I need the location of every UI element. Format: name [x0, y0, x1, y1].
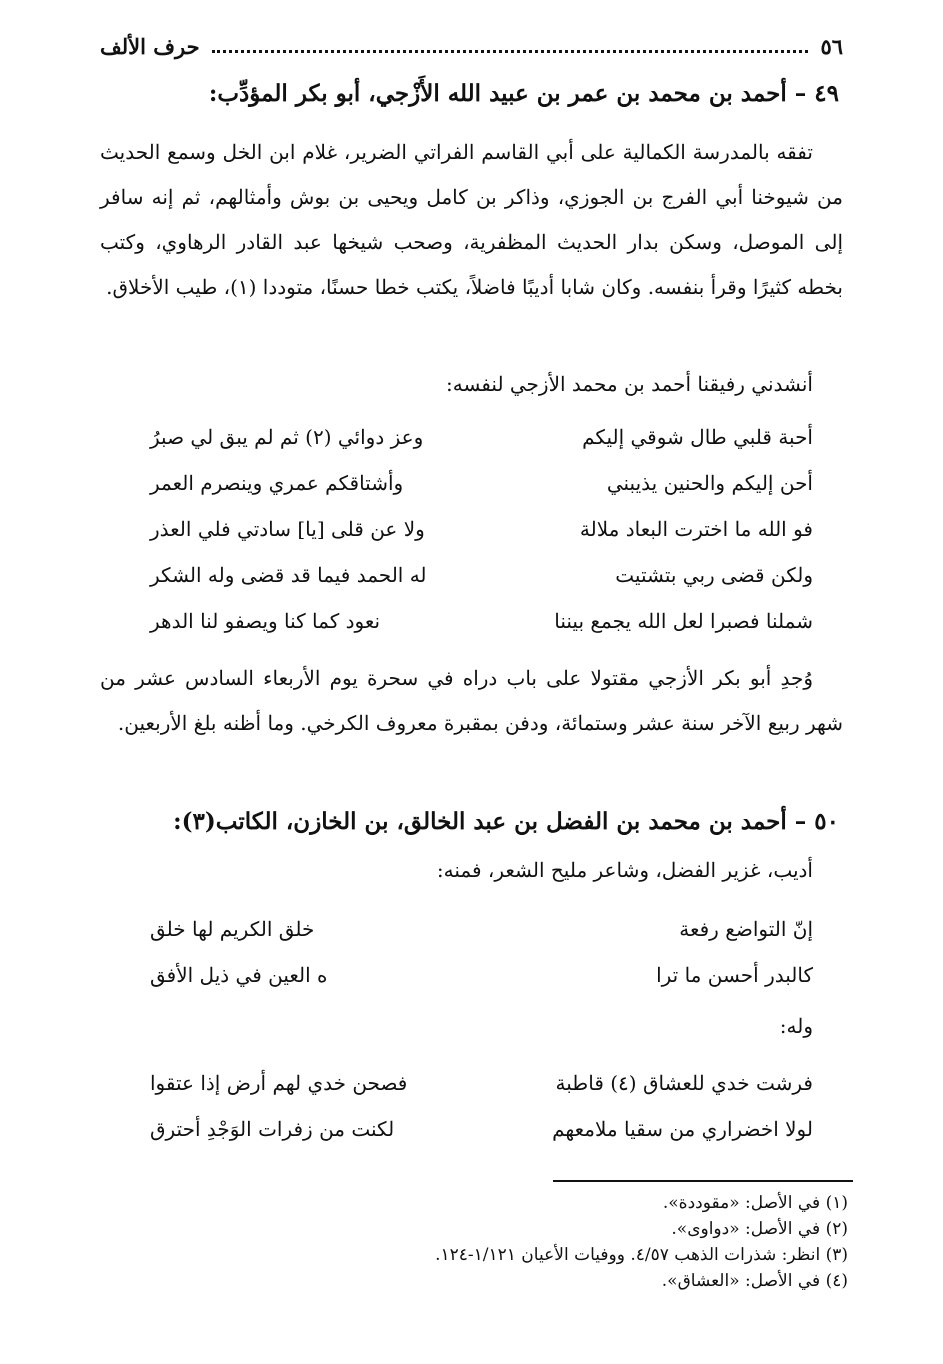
verse-first-hemistich: شملنا فصبرا لعل الله يجمع بيننا: [554, 609, 813, 633]
leader-dots: [212, 50, 809, 53]
verse-second-hemistich: نعود كما كنا ويصفو لنا الدهر: [150, 609, 381, 633]
verse-second-hemistich: له الحمد فيما قد قضى وله الشكر: [150, 563, 427, 587]
entry-49-verse-intro: أنشدني رفيقنا أحمد بن محمد الأزجي لنفسه:: [445, 372, 813, 396]
entry-49-death-note: وُجدِ أبو بكر الأزجي مقتولا على باب دراه في سحرة يوم الأربعاء السادس عشر من شهر ربيع الآخر سنة عشر وستمائة، ودفن بمقبرة معروف الكرخي. وما أظنه بلغ الأربعين.: [100, 666, 843, 735]
entry-49-title: ٤٩ – أحمد بن محمد بن عمر بن عبيد الله الأَزْجي، أبو بكر المؤدِّب:: [208, 80, 839, 107]
verse-second-hemistich: خلق الكريم لها خلق: [150, 917, 315, 941]
page-number: ٥٦: [820, 33, 843, 59]
section-title: حرف الألف: [100, 33, 200, 59]
verse-first-hemistich: كالبدر أحسن ما ترا: [656, 963, 813, 987]
verse-first-hemistich: لولا اخضراري من سقيا ملامعهم: [552, 1117, 813, 1141]
verse-line: [150, 906, 813, 952]
verse-first-hemistich: أحن إليكم والحنين يذيبني: [606, 471, 813, 495]
verse-first-hemistich: ولكن قضى ربي بتشتيت: [615, 563, 813, 587]
verse-line: [150, 598, 813, 644]
verse-line: [150, 1106, 813, 1152]
verse-line: [150, 460, 813, 506]
verse-second-hemistich: ولا عن قلى [يا] سادتي فلي العذر: [150, 517, 425, 541]
footnote: (٢) في الأصل: «دواوى».: [671, 1219, 848, 1239]
verse-line: [150, 952, 813, 998]
footnote-rule: [553, 1180, 853, 1182]
footnote: (٤) في الأصل: «العشاق».: [661, 1271, 848, 1291]
verse-second-hemistich: وأشتاقكم عمري وينصرم العمر: [150, 471, 404, 495]
verse-second-hemistich: ه العين في ذيل الأفق: [150, 963, 328, 987]
verse-line: [150, 1060, 813, 1106]
footnote: (٣) انظر: شذرات الذهب ٤/٥٧. ووفيات الأعيان ١/١٢١-١٢٤.: [435, 1245, 848, 1265]
verse-second-hemistich: لكنت من زفرات الوَجْدِ أحترق: [150, 1117, 395, 1141]
entry-50-intro: أديب، غزير الفضل، وشاعر مليح الشعر، فمنه:: [436, 858, 813, 882]
verse-line: [150, 552, 813, 598]
verse-first-hemistich: فرشت خدي للعشاق (٤) قاطبة: [555, 1071, 813, 1095]
verse-first-hemistich: أحبة قلبي طال شوقي إليكم: [582, 425, 813, 449]
entry-50-verses: [150, 906, 813, 998]
entry-50-verses-2: [150, 1060, 813, 1152]
entry-50-intro-2: وله:: [779, 1014, 813, 1038]
verse-line: [150, 414, 813, 460]
running-header: [100, 28, 843, 64]
verse-first-hemistich: فو الله ما اخترت البعاد ملالة: [579, 517, 813, 541]
verse-second-hemistich: وعز دوائي (٢) ثم لم يبق لي صبرُ: [150, 425, 424, 449]
verse-line: [150, 506, 813, 552]
entry-49-biography: تفقه بالمدرسة الكمالية على أبي القاسم الفراتي الضرير، غلام ابن الخل وسمع الحديث من شيوخنا أبي الفرج بن الجوزي، وذاكر بن كامل ويحيى بن بوش وأمثالهم، ثم إنه سافر إلى الموصل، وسكن بدار الحديث المظفرية، وصحب شيخها عبد القادر الرهاوي، وكتب بخطه كثيرًا وقرأ بنفسه. وكان شابا أديبًا فاضلاً، يكتب خطا حسنًا، متوددا (١)، طيب الأخلاق.: [100, 140, 843, 299]
verse-first-hemistich: إنّ التواضع رفعة: [679, 917, 813, 941]
entry-50-title: ٥٠ – أحمد بن محمد بن الفضل بن عبد الخالق، بن الخازن، الكاتب(٣):: [173, 808, 839, 835]
entry-49-verses: [150, 414, 813, 644]
footnote: (١) في الأصل: «مقوددة».: [662, 1193, 848, 1213]
footnotes: [100, 1190, 848, 1294]
verse-second-hemistich: فصحن خدي لهم أرض إذا عتقوا: [150, 1071, 408, 1095]
